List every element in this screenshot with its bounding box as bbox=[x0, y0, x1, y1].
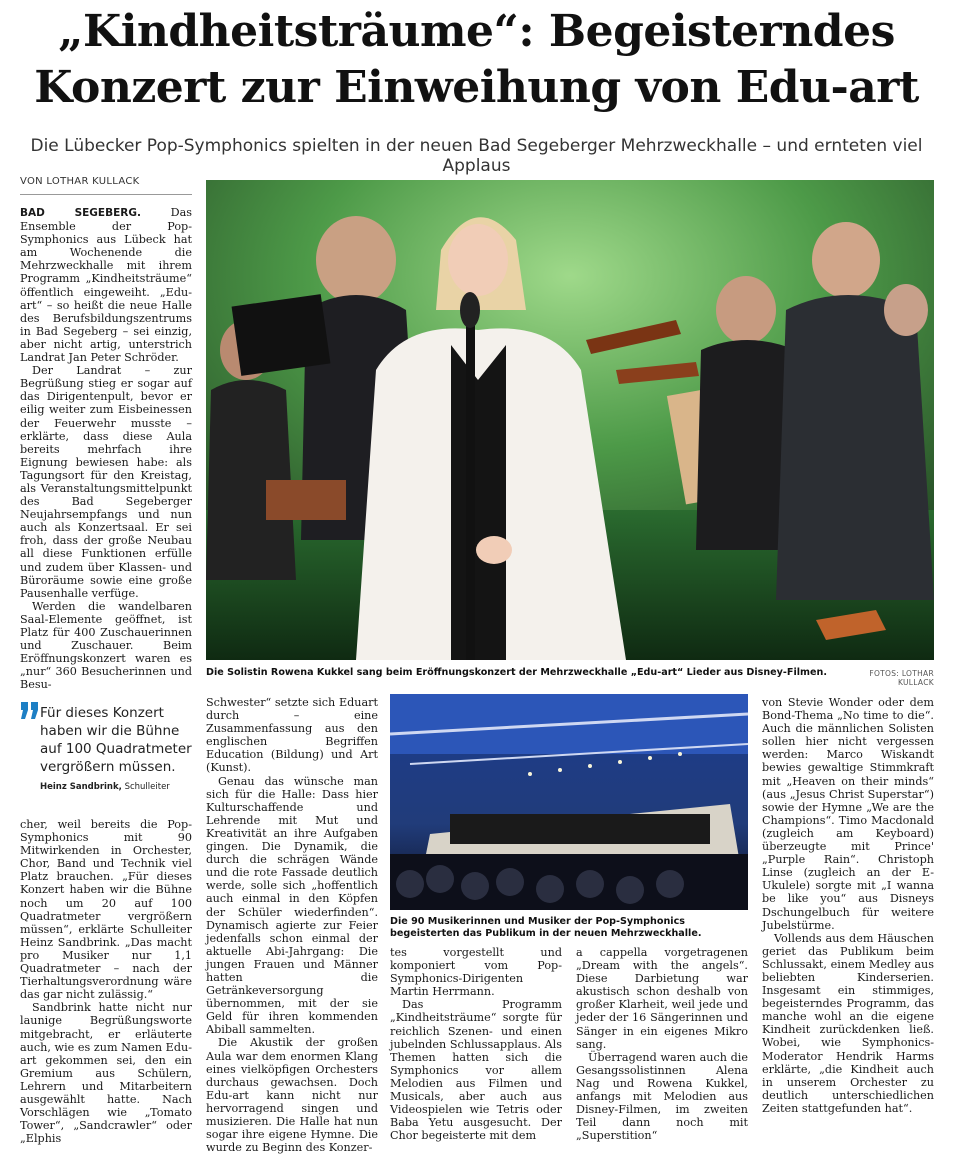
column-1-lower bbox=[20, 818, 192, 1145]
paragraph: Der Landrat – zur Begrüßung stieg er sogar auf das Dirigentenpult, bevor er eilig weiter zum Eisbeinessen der Feuerwehr musste – erklärte, dass diese Aula bereits mehrfach ihre Eignung bewiesen habe: als Tagungsort für den Kreistag, als Veranstaltungsmittelpunkt des Bad Segeberger Neujahrsempfangs und nun auch als Konzertsaal. Er sei froh, dass der große Neubau all diese Funktionen erfülle und zudem über Klassen- und Büroräume sowie eine große Pausenhalle verfüge. bbox=[20, 364, 192, 600]
byline: VON LOTHAR KULLACK bbox=[20, 176, 140, 187]
soloist-photo-image bbox=[206, 180, 934, 660]
paragraph: cher, weil bereits die Pop-Symphonics mit 90 Mitwirkenden in Orchester, Chor, Band und Technik viel Platz brauchen. „Für dieses Konzert haben wir die Bühne noch um 20 auf 100 Quadratmeter vergrößern müssen“, erklärte Schulleiter Heinz Sandbrink. „Das macht pro Musiker nur 1,1 Quadratmeter – nach der Tierhaltungsverordnung wäre das gar nicht zulässig.“ bbox=[20, 818, 192, 1002]
quote-author: Heinz Sandbrink, bbox=[40, 782, 122, 792]
photo-credit: FOTOS: LOTHAR KULLACK bbox=[869, 669, 934, 687]
quote-role: Schulleiter bbox=[121, 782, 170, 792]
concert-photo-soloist bbox=[206, 180, 934, 660]
column-3 bbox=[390, 946, 562, 1142]
headline bbox=[0, 4, 953, 116]
paragraph-text: Das Ensemble der Pop-Symphonics aus Lübeck hat am Wochenende die Mehrzweckhalle mit ihrem Programm „Kindheitsträume“ öffentlich eingeweiht. „Edu-art“ – so heißt die neue Halle des Berufsbildungszentrums in Bad Segeberg – sei einzig, aber nicht artig, unterstrich Landrat Jan Peter Schröder. bbox=[20, 206, 192, 365]
byline-divider bbox=[20, 194, 192, 195]
paragraph: von Stevie Wonder oder dem Bond-Thema „No time to die“. Auch die männlichen Solisten sollen hier nicht vergessen werden: Marco Wiskandt bewies gewaltige Stimmkraft mit „Heaven on their minds“ (aus „Jesus Christ Superstar“) sowie der Hymne „We are the Champions“. Timo Macdonald (zugleich am Keyboard) überzeugte mit Prince' „Purple Rain“. Christoph Linse (zugleich an der E-Ukulele) sorgte mit „I wanna be like you“ aus Disneys Dschungelbuch für weitere Jubelstürme. bbox=[762, 696, 934, 932]
column-2 bbox=[206, 696, 378, 1154]
paragraph: Genau das wünsche man sich für die Halle: Dass hier Kulturschaffende und Lehrende mit Mut und Kreativität an ihre Aufgaben gingen. Die Dynamik, die durch die schrägen Wände und die rote Fassade deutlich werde, solle sich „hoffentlich auch einmal in den Köpfen der Schüler wiederfinden“. Dynamisch agierte zur Feier jedenfalls schon einmal der aktuelle Abi-Jahrgang: Die jungen Frauen und Männer hatten die Getränkeversorgung übernommen, mit der sie Geld für ihren kommenden Abiball sammelten. bbox=[206, 774, 378, 1037]
headline-line-2: Konzert zur Einweihung von Edu-art bbox=[34, 62, 919, 113]
concert-photo-hall bbox=[390, 694, 748, 910]
paragraph: Überragend waren auch die Gesangssolistinnen Alena Nag und Rowena Kukkel, anfangs mit Melodien aus Disney-Filmen, im zweiten Teil dann noch mit „Superstition“ bbox=[576, 1050, 748, 1143]
paragraph: a cappella vorgetragenen „Dream with the angels“. Diese Darbietung war akustisch schon deshalb von großer Klarheit, weil jede und jeder der 16 Sängerinnen und Sänger in ein eigenes Mikro sang. bbox=[576, 946, 748, 1051]
column-4 bbox=[576, 946, 748, 1142]
hall-photo-image bbox=[390, 694, 748, 910]
paragraph: Das Programm „Kindheitsträume“ sorgte für reichlich Szenen- und einen jubelnden Schlussapplaus. Als Themen hatten sich die Symphonics vor allem Melodien aus Filmen und Musicals, aber auch aus Videospielen wie Tetris oder Baba Yetu ausgesucht. Der Chor begeisterte mit dem bbox=[390, 998, 562, 1143]
pull-quote: Für dieses Konzert haben wir die Bühne auf 100 Quadratmeter vergrößern müssen. bbox=[40, 705, 192, 775]
paragraph: Sandbrink hatte nicht nur launige Begrüßungsworte mitgebracht, er erläuterte auch, wie es zum Namen Edu-art gekommen sei, den ein Gremium aus Schülern, Lehrern und Mitarbeitern ausgewählt hatte. Nach Vorschlägen wie „Tomato Tower“, „Sandcrawler“ oder „Elphis bbox=[20, 1001, 192, 1146]
column-1-upper bbox=[20, 206, 192, 691]
subheadline: Die Lübecker Pop-Symphonics spielten in der neuen Bad Segeberger Mehrzweckhalle – und ernteten viel Applaus bbox=[30, 136, 923, 176]
paragraph: tes vorgestellt und komponiert vom Pop-Symphonics-Dirigenten Martin Herrmann. bbox=[390, 946, 562, 999]
photo1-caption: Die Solistin Rowena Kukkel sang beim Eröffnungskonzert der Mehrzweckhalle „Edu-art“ Lieder aus Disney-Filmen. bbox=[206, 667, 828, 678]
headline-line-1: „Kindheitsträume“: Begeisterndes bbox=[58, 6, 895, 57]
paragraph bbox=[20, 206, 192, 364]
paragraph: Werden die wandelbaren Saal-Elemente geöffnet, ist Platz für 400 Zuschauerinnen und Zuschauer. Beim Eröffnungskonzert waren es „nur“ 360 Besucherinnen und Besu- bbox=[20, 599, 192, 692]
quote-icon bbox=[20, 700, 40, 724]
paragraph: Schwester“ setzte sich Eduart durch – eine Zusammenfassung aus den englischen Begriffen Education (Bildung) und Art (Kunst). bbox=[206, 696, 378, 775]
paragraph: Vollends aus dem Häuschen geriet das Publikum beim Schlussakt, einem Medley aus beliebten Kinderserien. Insgesamt ein stimmiges, begeisterndes Programm, das manche wohl an die eigene Kindheit zurückdenken ließ. Wobei, wie Symphonics-Moderator Hendrik Harms erklärte, „die Kindheit auch in unserem Orchester zu deutlich unterschiedlichen Zeiten stattgefunden hat“. bbox=[762, 931, 934, 1115]
paragraph: Die Akustik der großen Aula war dem enormen Klang eines vielköpfigen Orchesters durchaus gewachsen. Doch Edu-art kann nicht nur hervorragend singen und musizieren. Die Halle hat nun sogar ihre eigene Hymne. Die wurde zu Beginn des Konzer- bbox=[206, 1036, 378, 1154]
photo2-caption: Die 90 Musikerinnen und Musiker der Pop-Symphonics begeisterten das Publikum in der neuen Mehrzweckhalle. bbox=[390, 916, 702, 939]
quote-source bbox=[40, 782, 170, 792]
dateline: BAD SEGEBERG. bbox=[20, 207, 141, 219]
column-5 bbox=[762, 696, 934, 1115]
